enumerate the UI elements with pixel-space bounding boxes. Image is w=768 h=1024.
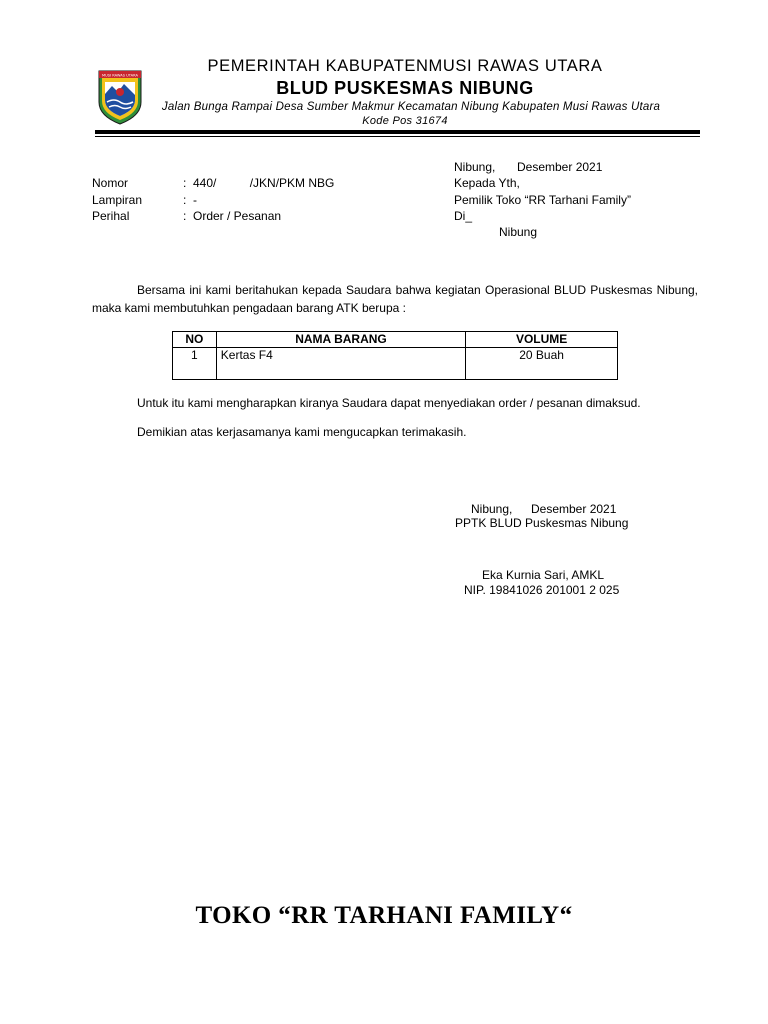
signer-name: Eka Kurnia Sari, AMKL: [482, 568, 605, 582]
signer-nip: NIP. 19841026 201001 2 025: [464, 583, 620, 597]
cell-volume: 20 Buah: [466, 348, 618, 380]
header-no: NO: [173, 332, 217, 348]
header-volume: VOLUME: [466, 332, 618, 348]
intro-paragraph: Bersama ini kami beritahukan kepada Saudara bahwa kegiatan Operasional BLUD Puskesmas Nibung, maka kami membutuhkan pengadaan barang ATK berupa :: [92, 283, 698, 315]
signature-place: Nibung,: [471, 502, 513, 516]
cell-no: 1: [173, 348, 217, 380]
closing-paragraph: Demikian atas kerjasamanya kami mengucapkan terimakasih.: [137, 425, 467, 439]
store-title: TOKO “RR TARHANI FAMILY“: [195, 902, 573, 929]
meta-label-lampiran: Lampiran: [92, 193, 143, 207]
meta-label-nomor: Nomor: [92, 176, 129, 190]
meta-value-perihal: : Order / Pesanan: [183, 209, 282, 223]
order-items-table: [172, 331, 618, 380]
recipient-name: Pemilik Toko “RR Tarhani Family”: [454, 193, 631, 207]
table-header-row: [173, 332, 618, 348]
government-title: PEMERINTAH KABUPATENMUSI RAWAS UTARA: [207, 57, 603, 75]
meta-label-perihal: Perihal: [92, 209, 130, 223]
cell-item-name: Kertas F4: [216, 348, 465, 380]
letter-date: Desember 2021: [517, 160, 603, 174]
organization-title: BLUD PUSKESMAS NIBUNG: [276, 78, 534, 98]
signature-role: PPTK BLUD Puskesmas Nibung: [455, 516, 629, 530]
table-row: [173, 348, 618, 380]
logo-banner-text: MUSI RAWAS UTARA: [102, 73, 138, 78]
letterhead-divider-thick: [95, 130, 700, 134]
meta-value-nomor: : 440/ /JKN/PKM NBG: [183, 176, 335, 190]
request-paragraph: Untuk itu kami mengharapkan kiranya Saudara dapat menyediakan order / pesanan dimaksud.: [137, 396, 641, 410]
recipient-location: Nibung: [499, 225, 538, 239]
letter-date-place: Nibung,: [454, 160, 496, 174]
recipient-di: Di_: [454, 209, 473, 223]
letterhead-divider-thin: [95, 136, 700, 137]
signature-date: Desember 2021: [531, 502, 617, 516]
postal-code: Kode Pos 31674: [362, 115, 448, 127]
address-line: Jalan Bunga Rampai Desa Sumber Makmur Kecamatan Nibung Kabupaten Musi Rawas Utara: [161, 101, 661, 113]
recipient-greeting: Kepada Yth,: [454, 176, 520, 190]
meta-value-lampiran: : -: [183, 193, 197, 207]
regency-emblem-logo: [96, 68, 144, 126]
header-item-name: NAMA BARANG: [216, 332, 465, 348]
